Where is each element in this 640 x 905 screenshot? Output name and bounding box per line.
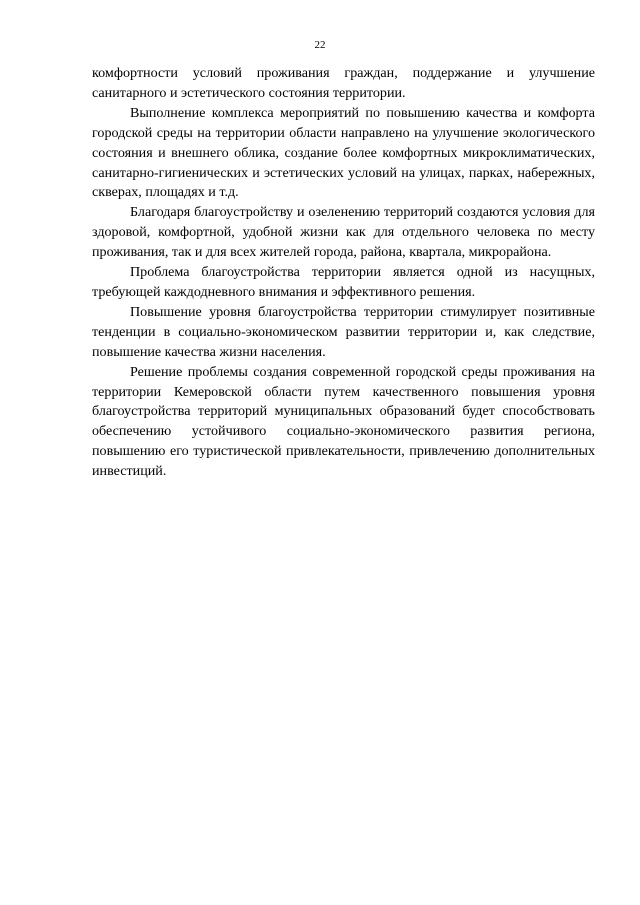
paragraph: Повышение уровня благоустройства территории стимулирует позитивные тенденции в социально-экономическом развитии территории и, как следствие, повышение качества жизни населения.	[92, 303, 595, 360]
page-number: 22	[314, 39, 326, 51]
paragraph: Благодаря благоустройству и озеленению территорий создаются условия для здоровой, комфортной, удобной жизни как для отдельного человека по месту проживания, так и для всех жителей города, района, квартала, микрорайона.	[92, 204, 595, 261]
paragraph: Выполнение комплекса мероприятий по повышению качества и комфорта городской среды на территории области направлено на улучшение экологического состояния и внешнего облика, создание более комфортных микроклиматических, санитарно-гигиенических и эстетических условий на улицах, парках, набережных, скверах, площадях и т.д.	[92, 104, 595, 201]
paragraph-continuation: комфортности условий проживания граждан, поддержание и улучшение санитарного и эстетического состояния территории.	[92, 65, 595, 101]
paragraph: Решение проблемы создания современной городской среды проживания на территории Кемеровской области путем качественного повышения уровня благоустройства территорий муниципальных образований будет способствовать обеспечению устойчивого социально-экономического развития региона, повышению его туристической привлекательности, привлечению дополнительных инвестиций.	[92, 363, 595, 480]
body-text	[92, 64, 595, 482]
paragraph: Проблема благоустройства территории является одной из насущных, требующей каждодневного внимания и эффективного решения.	[92, 264, 595, 300]
